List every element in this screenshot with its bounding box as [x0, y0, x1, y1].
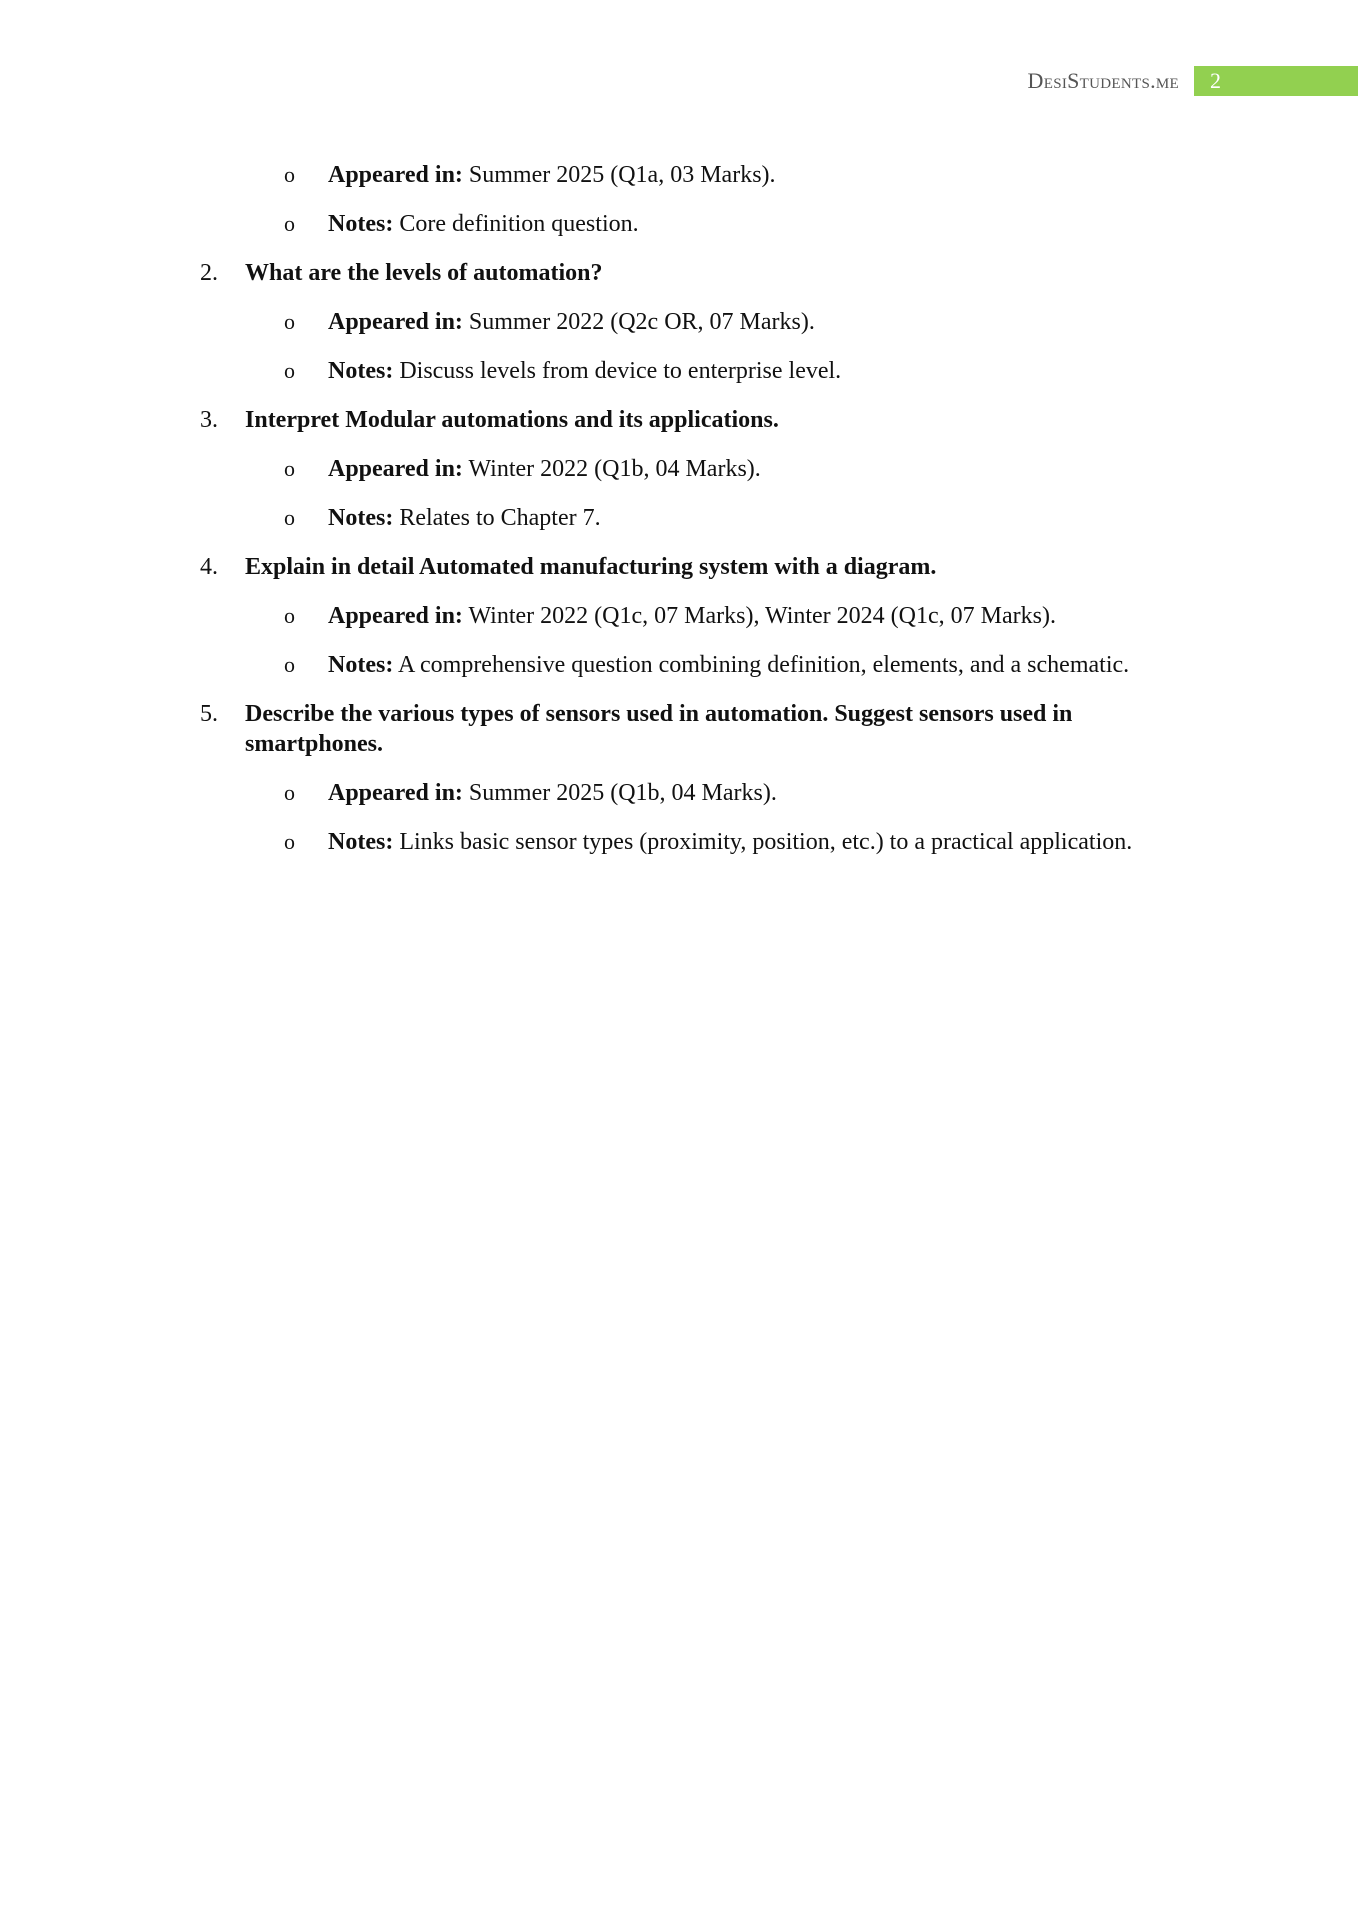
- appeared-text: Summer 2025 (Q1a, 03 Marks).: [462, 162, 776, 188]
- notes-text: Relates to Chapter 7.: [393, 505, 601, 531]
- bullet-icon: o: [284, 358, 295, 383]
- appeared-text: Summer 2025 (Q1b, 04 Marks).: [462, 780, 777, 806]
- question-number: 4.: [200, 554, 218, 580]
- bullet-icon: o: [284, 652, 295, 677]
- question-number: 3.: [200, 407, 218, 433]
- appeared-label: Appeared in:: [328, 603, 463, 629]
- question-item: [200, 552, 1200, 582]
- bullet-icon: o: [284, 505, 295, 530]
- page-header: [1028, 66, 1358, 96]
- appeared-label: Appeared in:: [328, 456, 463, 482]
- question-item: [200, 699, 1200, 759]
- bullet-icon: o: [284, 456, 295, 481]
- list-item: [200, 454, 1200, 503]
- notes-text: Links basic sensor types (proximity, position, etc.) to a practical application.: [393, 829, 1133, 855]
- appeared-label: Appeared in:: [328, 162, 463, 188]
- list-item: [200, 650, 1200, 699]
- bullet-icon: o: [284, 211, 295, 236]
- list-item: [200, 356, 1200, 405]
- appeared-text: Winter 2022 (Q1c, 07 Marks), Winter 2024 (Q1c, 07 Marks).: [462, 603, 1056, 629]
- list-item: [200, 778, 1200, 827]
- bullet-icon: o: [284, 162, 295, 187]
- page-number: 2: [1194, 66, 1358, 96]
- question-number: 2.: [200, 260, 218, 286]
- question-title: Interpret Modular automations and its applications.: [245, 407, 779, 433]
- notes-text: Discuss levels from device to enterprise level.: [393, 358, 842, 384]
- document-body: [200, 160, 1200, 876]
- notes-label: Notes:: [328, 211, 394, 237]
- appeared-text: Winter 2022 (Q1b, 04 Marks).: [462, 456, 761, 482]
- appeared-label: Appeared in:: [328, 780, 463, 806]
- list-item: [200, 601, 1200, 650]
- appeared-label: Appeared in:: [328, 309, 463, 335]
- notes-label: Notes:: [328, 652, 394, 678]
- question-item: [200, 405, 1200, 435]
- notes-text: A comprehensive question combining definition, elements, and a schematic.: [393, 652, 1130, 678]
- list-item: [200, 827, 1200, 876]
- bullet-icon: o: [284, 829, 295, 854]
- question-number: 5.: [200, 701, 218, 727]
- question-title: Describe the various types of sensors used in automation. Suggest sensors used in smartphones.: [245, 701, 1073, 757]
- bullet-icon: o: [284, 603, 295, 628]
- appeared-text: Summer 2022 (Q2c OR, 07 Marks).: [462, 309, 815, 335]
- question-title: What are the levels of automation?: [245, 260, 603, 286]
- question-title: Explain in detail Automated manufacturing system with a diagram.: [245, 554, 937, 580]
- bullet-icon: o: [284, 780, 295, 805]
- site-name: DesiStudents.me: [1027, 68, 1179, 93]
- notes-label: Notes:: [328, 829, 394, 855]
- notes-text: Core definition question.: [393, 211, 639, 237]
- bullet-icon: o: [284, 309, 295, 334]
- list-item: [200, 503, 1200, 552]
- notes-label: Notes:: [328, 505, 394, 531]
- list-item: [200, 160, 1200, 209]
- notes-label: Notes:: [328, 358, 394, 384]
- list-item: [200, 209, 1200, 258]
- question-item: [200, 258, 1200, 288]
- list-item: [200, 307, 1200, 356]
